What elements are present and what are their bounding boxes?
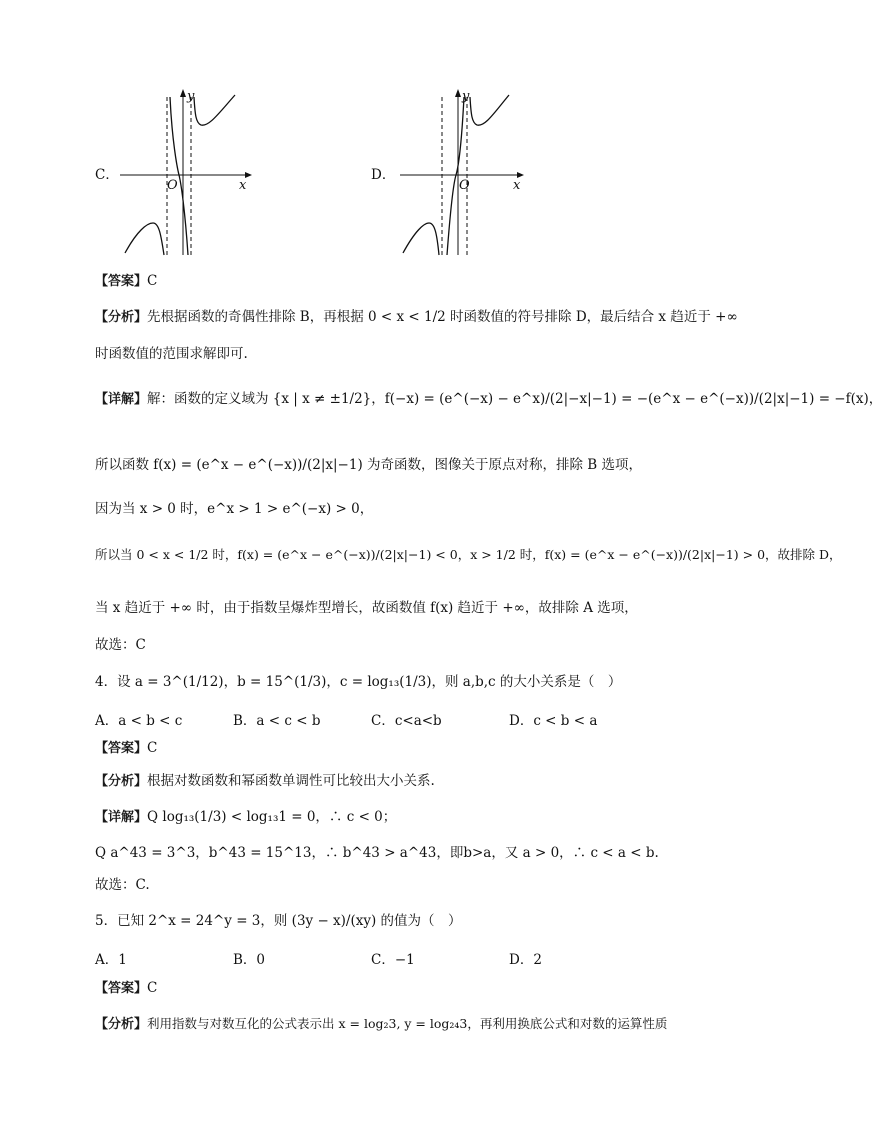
graph-c bbox=[115, 85, 265, 260]
curve-left-branch bbox=[125, 223, 164, 255]
q3-detail-line5: 当 x 趋近于 +∞ 时，由于指数呈爆炸型增长，故函数值 f(x) 趋近于 +∞，故排除 A 选项， bbox=[95, 600, 638, 616]
option-d-label: D． bbox=[371, 167, 396, 183]
analysis-tag: 【分析】 bbox=[95, 310, 148, 325]
y-label: y bbox=[462, 89, 470, 104]
y-label: y bbox=[187, 89, 195, 104]
analysis-tag: 【分析】 bbox=[95, 774, 148, 789]
analysis-text: 利用指数与对数互化的公式表示出 x = log₂3, y = log₂₄3，再利用换底公式和对数的运算性质 bbox=[147, 1016, 668, 1031]
q3-detail-line2: 所以函数 f(x) = (e^x − e^(−x))/(2|x|−1) 为奇函数，图像关于原点对称，排除 B 选项， bbox=[95, 457, 643, 473]
answer-value: C bbox=[147, 980, 158, 996]
q4-detail-line1 bbox=[95, 808, 396, 827]
answer-tag: 【答案】 bbox=[95, 981, 148, 996]
curve-middle-branch bbox=[170, 97, 188, 255]
q3-conclusion: 故选：C bbox=[95, 637, 146, 653]
curve-right-branch bbox=[194, 95, 235, 125]
q5-option-d: D．2 bbox=[509, 952, 542, 968]
q3-detail-line1 bbox=[95, 390, 882, 409]
graph-d bbox=[395, 85, 545, 260]
x-label: x bbox=[239, 178, 247, 193]
y-arrow bbox=[455, 89, 461, 97]
q4-option-d: D．c < b < a bbox=[509, 713, 598, 729]
q3-analysis-line1 bbox=[95, 308, 738, 327]
q5-option-b: B．0 bbox=[233, 952, 266, 968]
detail-tag: 【详解】 bbox=[95, 810, 148, 825]
q4-option-c: C．c<a<b bbox=[371, 713, 442, 729]
answer-value: C bbox=[147, 273, 158, 289]
q5-analysis bbox=[95, 1015, 667, 1034]
detail-text: 解：函数的定义域为 {x | x ≠ ±1/2}，f(−x) = (e^(−x) − e^x)/(2|−x|−1) = −(e^x − e^(−x))/(2|x|−1) = −f(x)， bbox=[147, 391, 882, 407]
option-c-label: C． bbox=[95, 167, 119, 183]
answer-tag: 【答案】 bbox=[95, 274, 148, 289]
q5-answer bbox=[95, 979, 157, 998]
q3-detail-line3: 因为当 x > 0 时，e^x > 1 > e^(−x) > 0， bbox=[95, 501, 374, 517]
q4-option-a: A．a < b < c bbox=[95, 713, 183, 729]
analysis-text: 根据对数函数和幂函数单调性可比较出大小关系. bbox=[147, 773, 435, 789]
analysis-text: 先根据函数的奇偶性排除 B，再根据 0 < x < 1/2 时函数值的符号排除 D，最后结合 x 趋近于 +∞ bbox=[147, 309, 738, 325]
q3-answer bbox=[95, 272, 157, 291]
analysis-tag: 【分析】 bbox=[95, 1017, 148, 1032]
x-label: x bbox=[513, 178, 521, 193]
q4-answer bbox=[95, 739, 157, 758]
answer-value: C bbox=[147, 740, 158, 756]
origin-label: O bbox=[167, 178, 178, 193]
detail-text: Q log₁₃(1/3) < log₁₃1 = 0，∴ c < 0； bbox=[147, 809, 397, 825]
q4-conclusion: 故选：C. bbox=[95, 877, 150, 893]
detail-tag: 【详解】 bbox=[95, 392, 148, 407]
q4-option-b: B．a < c < b bbox=[233, 713, 321, 729]
curve-left-branch bbox=[403, 223, 439, 255]
answer-tag: 【答案】 bbox=[95, 741, 148, 756]
curve-right-branch bbox=[470, 95, 509, 125]
q5-option-c: C．−1 bbox=[371, 952, 415, 968]
q5-option-a: A．1 bbox=[95, 952, 127, 968]
q5-question: 5．已知 2^x = 24^y = 3，则 (3y − x)/(xy) 的值为（ ） bbox=[95, 913, 462, 929]
y-arrow bbox=[180, 89, 186, 97]
q3-analysis-line2: 时函数值的范围求解即可. bbox=[95, 346, 248, 362]
q4-analysis bbox=[95, 772, 435, 791]
q4-detail-line2: Q a^43 = 3^3，b^43 = 15^13，∴ b^43 > a^43，即b>a，又 a > 0，∴ c < a < b. bbox=[95, 845, 659, 861]
q4-question: 4．设 a = 3^(1/12)，b = 15^(1/3)，c = log₁₃(1/3)，则 a,b,c 的大小关系是（ ） bbox=[95, 674, 622, 690]
origin-label: O bbox=[459, 178, 470, 193]
curve-middle-branch bbox=[447, 97, 464, 255]
q3-detail-line4: 所以当 0 < x < 1/2 时，f(x) = (e^x − e^(−x))/(2|x|−1) < 0，x > 1/2 时，f(x) = (e^x − e^(−x))/(2|x|−1) > 0，故排除 D， bbox=[95, 547, 842, 562]
